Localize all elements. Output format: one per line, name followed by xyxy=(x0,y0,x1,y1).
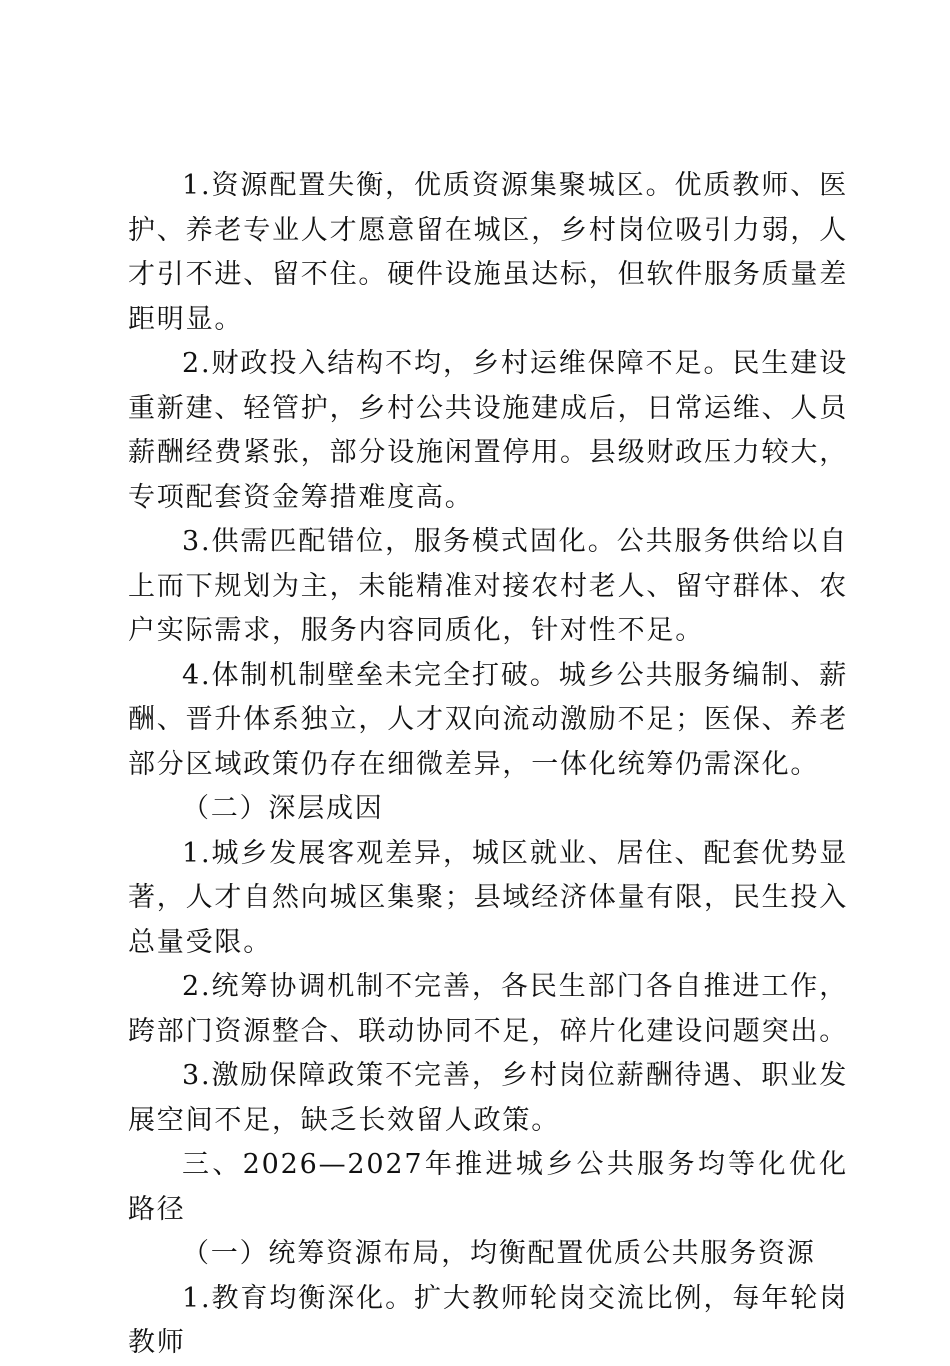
paragraph-education-balance: 1.教育均衡深化。扩大教师轮岗交流比例，每年轮岗教师 xyxy=(128,1282,848,1358)
paragraph-supply-demand: 3.供需匹配错位，服务模式固化。公共服务供给以自上而下规划为主，未能精准对接农村老人、留守群体、农户实际需求，服务内容同质化，针对性不足。 xyxy=(128,526,848,646)
paragraph-resource-imbalance: 1.资源配置失衡，优质资源集聚城区。优质教师、医护、养老专业人才愿意留在城区，乡村岗位吸引力弱，人才引不进、留不住。硬件设施虽达标，但软件服务质量差距明显。 xyxy=(128,170,848,335)
paragraph-urban-rural-gap: 1.城乡发展客观差异，城区就业、居住、配套优势显著，人才自然向城区集聚；县域经济体量有限，民生投入总量受限。 xyxy=(128,837,848,958)
paragraph-incentives: 3.激励保障政策不完善，乡村岗位薪酬待遇、职业发展空间不足，缺乏长效留人政策。 xyxy=(128,1060,848,1136)
chapter-heading-optimization-path: 三、2026—2027年推进城乡公共服务均等化优化路径 xyxy=(128,1149,848,1225)
paragraph-institutional-barriers: 4.体制机制壁垒未完全打破。城乡公共服务编制、薪酬、晋升体系独立，人才双向流动激励不足；医保、养老部分区域政策仍存在细微差异，一体化统筹仍需深化。 xyxy=(128,659,848,780)
section-heading-resource-layout: （一）统筹资源布局，均衡配置优质公共服务资源 xyxy=(182,1238,816,1269)
document-body xyxy=(128,164,848,1366)
paragraph-coordination: 2.统筹协调机制不完善，各民生部门各自推进工作，跨部门资源整合、联动协同不足，碎片化建设问题突出。 xyxy=(128,971,848,1047)
section-heading-deep-causes: （二）深层成因 xyxy=(182,793,384,824)
paragraph-fiscal-investment: 2.财政投入结构不均，乡村运维保障不足。民生建设重新建、轻管护，乡村公共设施建成后，日常运维、人员薪酬经费紧张，部分设施闲置停用。县级财政压力较大，专项配套资金筹措难度高。 xyxy=(128,348,848,513)
